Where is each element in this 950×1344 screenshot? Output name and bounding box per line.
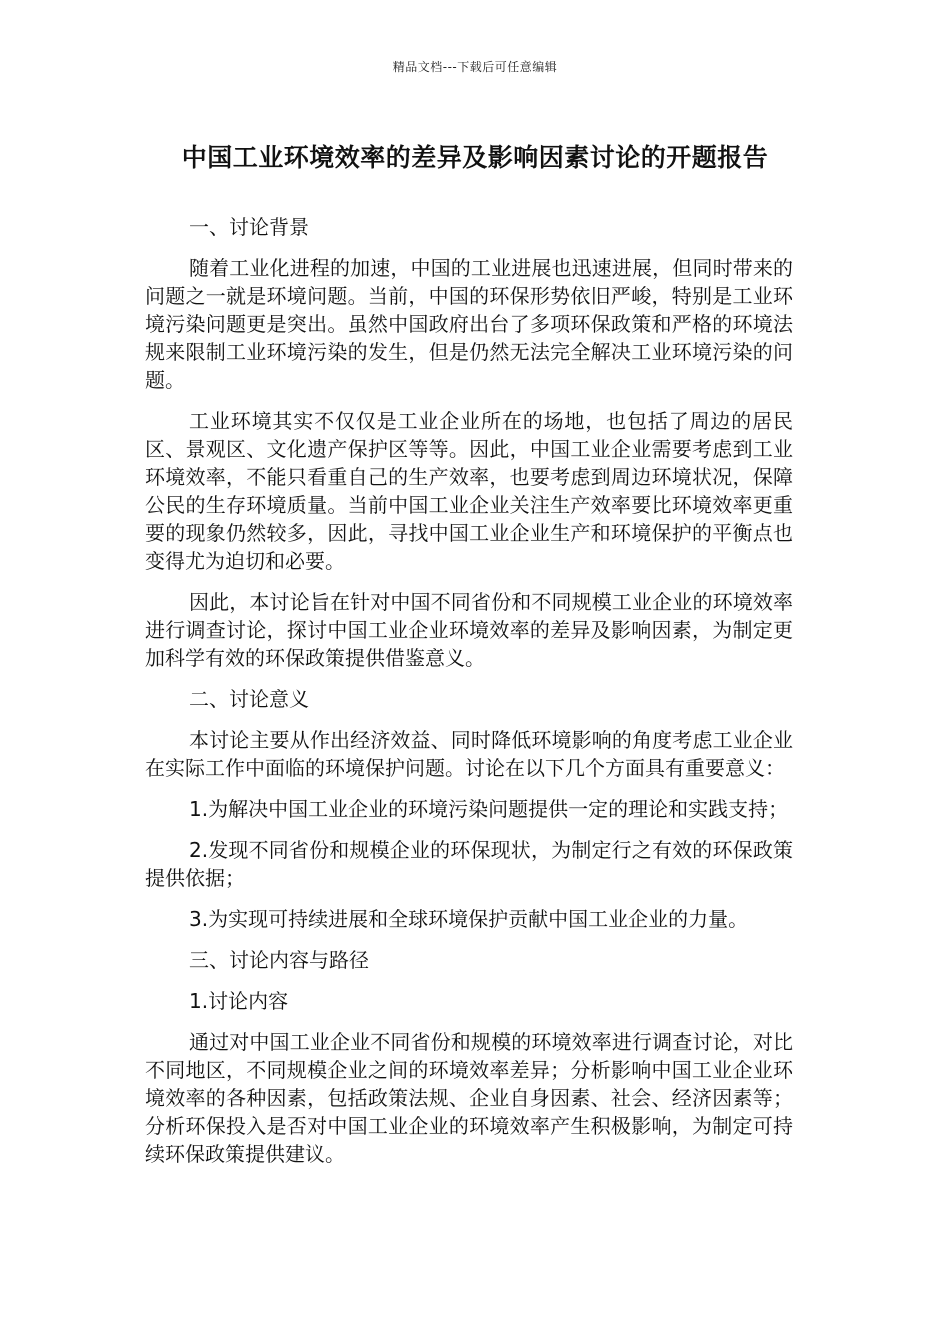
paragraph: 随着工业化进程的加速，中国的工业进展也迅速进展，但同时带来的问题之一就是环境问题。当前，中国的环保形势依旧严峻，特别是工业环境污染问题更是突出。虽然中国政府出台了多项环保政策和严格的环境法规来限制工业环境污染的发生，但是仍然无法完全解决工业环境污染的问题。 <box>145 256 793 392</box>
paragraph: 因此，本讨论旨在针对中国不同省份和不同规模工业企业的环境效率进行调查讨论，探讨中国工业企业环境效率的差异及影响因素，为制定更加科学有效的环保政策提供借鉴意义。 <box>145 590 793 670</box>
document-body <box>145 213 793 1181</box>
paragraph: 本讨论主要从作出经济效益、同时降低环境影响的角度考虑工业企业在实际工作中面临的环境保护问题。讨论在以下几个方面具有重要意义： <box>145 728 793 780</box>
subsection-heading-content: 1.讨论内容 <box>189 989 289 1013</box>
list-item: 1.为解决中国工业企业的环境污染问题提供一定的理论和实践支持； <box>189 797 789 821</box>
paragraph: 工业环境其实不仅仅是工业企业所在的场地，也包括了周边的居民区、景观区、文化遗产保护区等等。因此，中国工业企业需要考虑到工业环境效率，不能只看重自己的生产效率，也要考虑到周边环境状况，保障公民的生存环境质量。当前中国工业企业关注生产效率要比环境效率更重要的现象仍然较多，因此，寻找中国工业企业生产和环境保护的平衡点也变得尤为迫切和必要。 <box>145 409 793 573</box>
section-heading-significance: 二、讨论意义 <box>189 687 309 711</box>
document-title: 中国工业环境效率的差异及影响因素讨论的开题报告 <box>181 143 769 172</box>
section-heading-content-path: 三、讨论内容与路径 <box>189 948 369 972</box>
list-item: 3.为实现可持续进展和全球环境保护贡献中国工业企业的力量。 <box>189 907 749 931</box>
list-item: 2.发现不同省份和规模企业的环保现状，为制定行之有效的环保政策提供依据； <box>145 838 793 890</box>
section-heading-background: 一、讨论背景 <box>189 215 309 239</box>
header-note: 精品文档---下载后可任意编辑 <box>392 60 558 74</box>
paragraph: 通过对中国工业企业不同省份和规模的环境效率进行调查讨论，对比不同地区，不同规模企业之间的环境效率差异；分析影响中国工业企业环境效率的各种因素，包括政策法规、企业自身因素、社会、经济因素等；分析环保投入是否对中国工业企业的环境效率产生积极影响，为制定可持续环保政策提供建议。 <box>145 1030 793 1166</box>
